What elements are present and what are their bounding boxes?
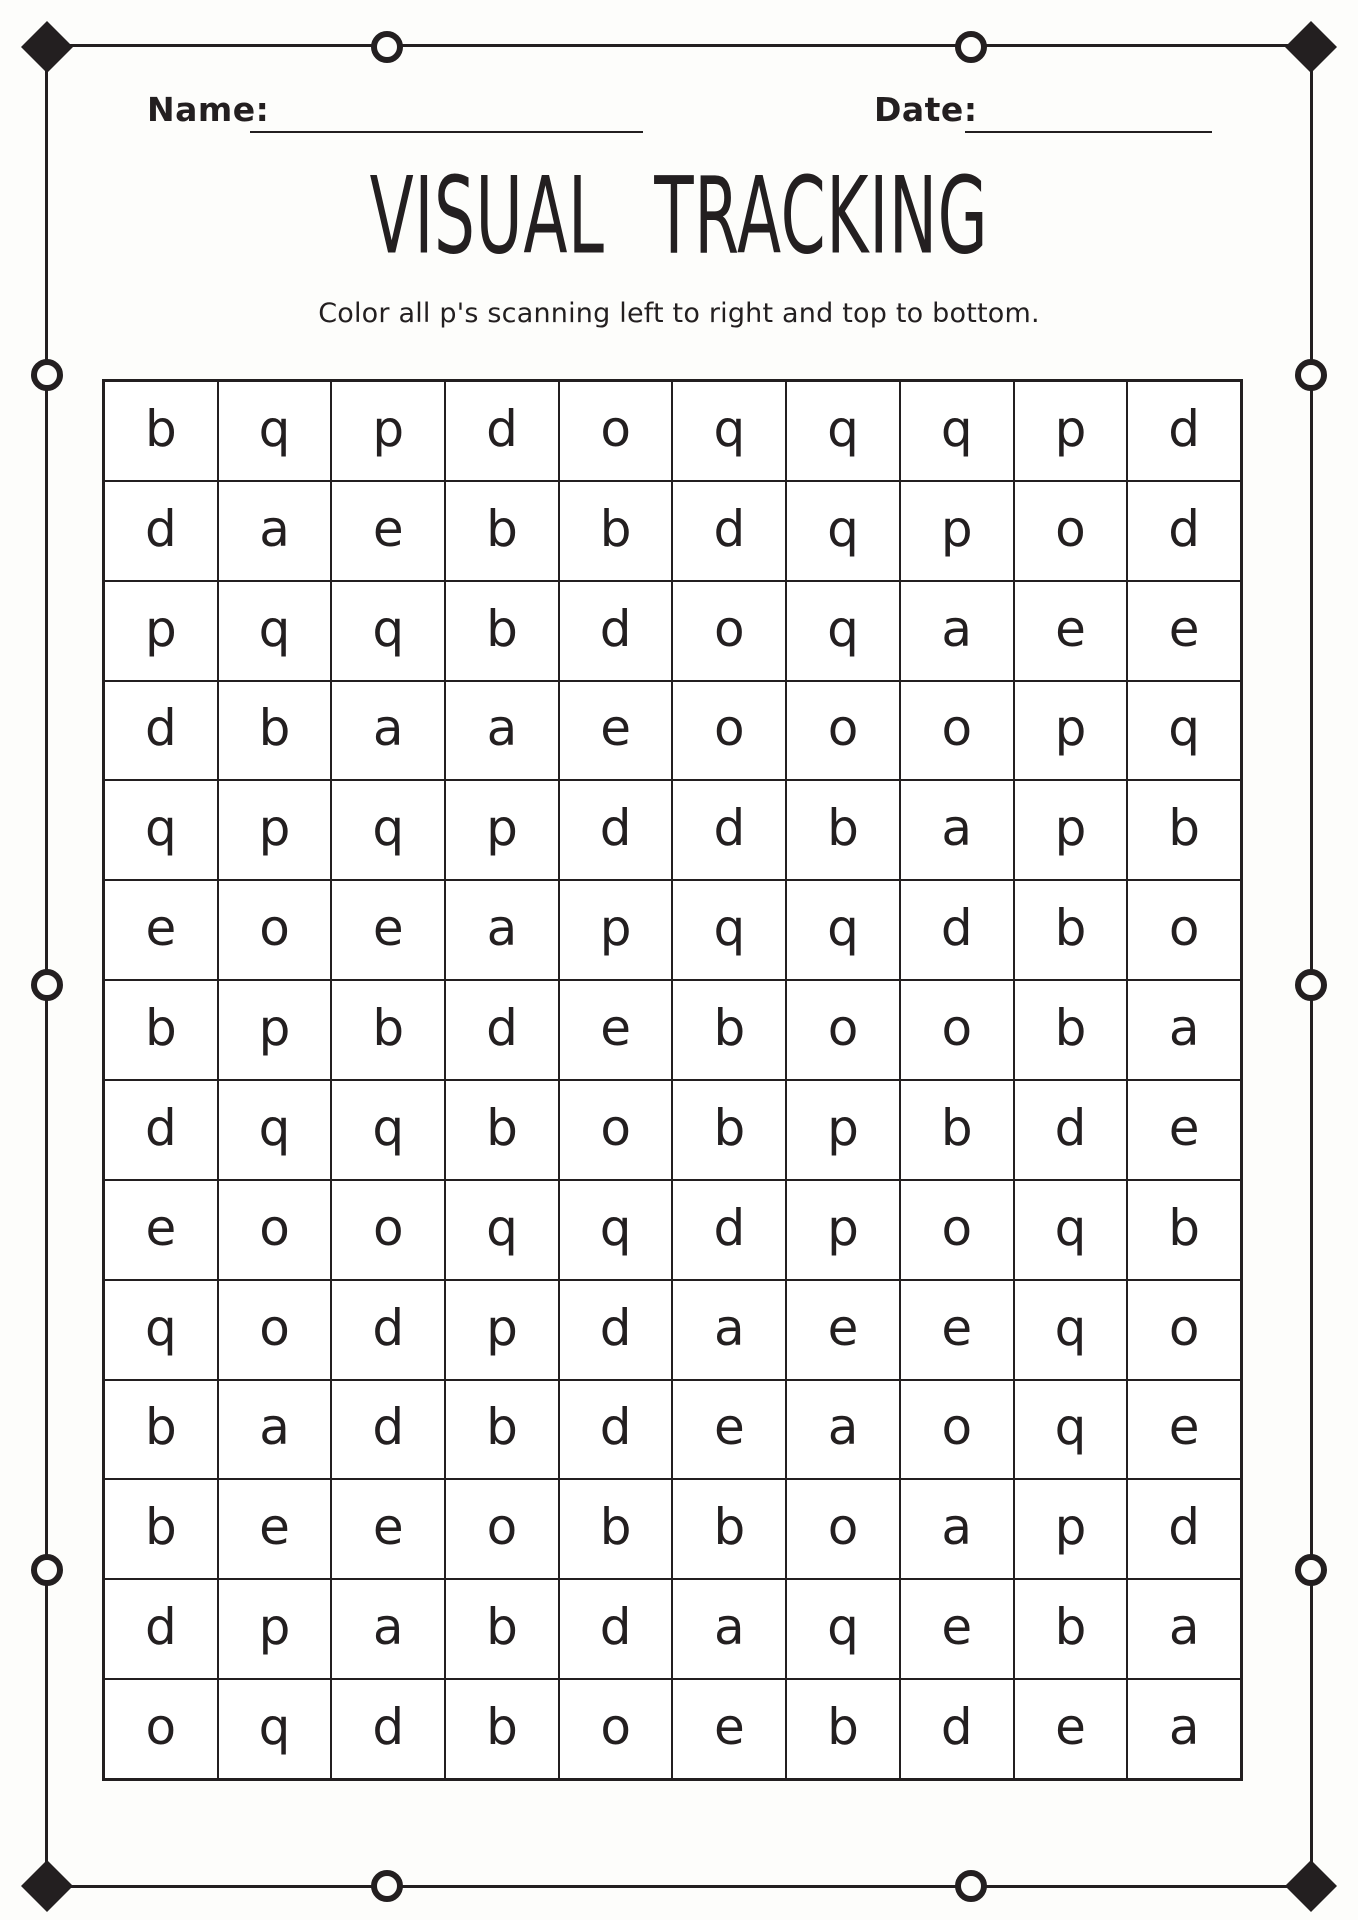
grid-cell[interactable]: b xyxy=(900,1080,1014,1180)
grid-cell[interactable]: e xyxy=(104,1180,218,1280)
grid-cell[interactable]: a xyxy=(900,581,1014,681)
grid-cell[interactable]: o xyxy=(900,1380,1014,1480)
grid-cell[interactable]: o xyxy=(672,581,786,681)
grid-cell[interactable]: p xyxy=(1014,780,1128,880)
grid-cell[interactable]: a xyxy=(900,780,1014,880)
grid-cell[interactable]: q xyxy=(786,481,900,581)
grid-cell[interactable]: q xyxy=(559,1180,673,1280)
grid-cell[interactable]: o xyxy=(900,1180,1014,1280)
grid-cell[interactable]: b xyxy=(1127,1180,1241,1280)
grid-cell[interactable]: o xyxy=(218,1280,332,1380)
grid-cell[interactable]: p xyxy=(559,880,673,980)
grid-cell[interactable]: e xyxy=(900,1579,1014,1679)
ring-icon xyxy=(371,31,403,63)
grid-cell[interactable]: p xyxy=(218,980,332,1080)
letter-grid xyxy=(102,379,1243,1781)
grid-cell[interactable]: q xyxy=(218,381,332,481)
date-fill-line[interactable] xyxy=(965,131,1212,133)
grid-cell[interactable]: a xyxy=(331,681,445,781)
grid-cell[interactable]: d xyxy=(1127,381,1241,481)
grid-cell[interactable]: q xyxy=(786,381,900,481)
grid-cell[interactable]: e xyxy=(1127,581,1241,681)
name-label: Name: xyxy=(147,90,270,129)
grid-cell[interactable]: b xyxy=(445,1380,559,1480)
grid-cell[interactable]: d xyxy=(559,1380,673,1480)
grid-cell[interactable]: d xyxy=(104,1579,218,1679)
grid-cell[interactable]: o xyxy=(786,681,900,781)
grid-cell[interactable]: a xyxy=(331,1579,445,1679)
grid-cell[interactable]: a xyxy=(672,1280,786,1380)
grid-cell[interactable]: d xyxy=(672,481,786,581)
grid-cell[interactable]: o xyxy=(786,1479,900,1579)
grid-cell[interactable]: e xyxy=(559,980,673,1080)
grid-cell[interactable]: b xyxy=(104,381,218,481)
grid-cell[interactable]: q xyxy=(331,1080,445,1180)
grid-cell[interactable]: p xyxy=(786,1180,900,1280)
grid-cell[interactable]: a xyxy=(1127,1679,1241,1779)
grid-cell[interactable]: b xyxy=(104,980,218,1080)
grid-cell[interactable]: e xyxy=(218,1479,332,1579)
grid-cell[interactable]: o xyxy=(218,1180,332,1280)
grid-cell[interactable]: b xyxy=(104,1380,218,1480)
grid-cell[interactable]: a xyxy=(1127,980,1241,1080)
grid-cell[interactable]: b xyxy=(1014,880,1128,980)
grid-cell[interactable]: p xyxy=(445,780,559,880)
grid-cell[interactable]: q xyxy=(1014,1380,1128,1480)
grid-cell[interactable]: d xyxy=(445,381,559,481)
grid-cell[interactable]: q xyxy=(786,880,900,980)
grid-cell[interactable]: q xyxy=(1014,1280,1128,1380)
grid-cell[interactable]: d xyxy=(104,1080,218,1180)
ring-icon xyxy=(1295,359,1327,391)
grid-cell[interactable]: a xyxy=(445,880,559,980)
grid-cell[interactable]: d xyxy=(331,1380,445,1480)
grid-cell[interactable]: a xyxy=(1127,1579,1241,1679)
grid-cell[interactable]: d xyxy=(1014,1080,1128,1180)
grid-cell[interactable]: p xyxy=(1014,381,1128,481)
grid-cell[interactable]: q xyxy=(672,381,786,481)
grid-cell[interactable]: q xyxy=(1014,1180,1128,1280)
grid-cell[interactable]: b xyxy=(559,481,673,581)
grid-cell[interactable]: o xyxy=(1127,1280,1241,1380)
grid-cell[interactable]: o xyxy=(559,381,673,481)
grid-cell[interactable]: e xyxy=(331,880,445,980)
grid-cell[interactable]: b xyxy=(672,1080,786,1180)
grid-cell[interactable]: b xyxy=(786,1679,900,1779)
grid-cell[interactable]: o xyxy=(559,1679,673,1779)
grid-cell[interactable]: b xyxy=(331,980,445,1080)
grid-cell[interactable]: b xyxy=(786,780,900,880)
grid-cell[interactable]: d xyxy=(559,780,673,880)
grid-cell[interactable]: a xyxy=(786,1380,900,1480)
grid-cell[interactable]: q xyxy=(786,1579,900,1679)
name-fill-line[interactable] xyxy=(250,131,643,133)
grid-cell[interactable]: o xyxy=(672,681,786,781)
grid-cell[interactable]: o xyxy=(1127,880,1241,980)
ring-icon xyxy=(31,359,63,391)
grid-cell[interactable]: q xyxy=(331,780,445,880)
grid-cell[interactable]: p xyxy=(900,481,1014,581)
grid-cell[interactable]: b xyxy=(1127,780,1241,880)
grid-cell[interactable]: e xyxy=(1127,1380,1241,1480)
grid-cell[interactable]: d xyxy=(1127,1479,1241,1579)
grid-cell[interactable]: q xyxy=(104,780,218,880)
grid-cell[interactable]: d xyxy=(331,1679,445,1779)
grid-cell[interactable]: b xyxy=(218,681,332,781)
grid-cell[interactable]: d xyxy=(900,880,1014,980)
grid-cell[interactable]: a xyxy=(672,1579,786,1679)
grid-cell[interactable]: d xyxy=(331,1280,445,1380)
grid-cell[interactable]: d xyxy=(900,1679,1014,1779)
grid-cell[interactable]: e xyxy=(672,1679,786,1779)
ring-icon xyxy=(955,1870,987,1902)
grid-cell[interactable]: d xyxy=(104,681,218,781)
ring-icon xyxy=(31,1554,63,1586)
page-title: VISUAL TRACKING xyxy=(369,153,989,279)
grid-cell[interactable]: q xyxy=(104,1280,218,1380)
grid-cell[interactable]: d xyxy=(445,980,559,1080)
grid-cell[interactable]: q xyxy=(218,581,332,681)
grid-cell[interactable]: b xyxy=(445,481,559,581)
grid-cell[interactable]: d xyxy=(104,481,218,581)
grid-cell[interactable]: o xyxy=(445,1479,559,1579)
grid-cell[interactable]: p xyxy=(104,581,218,681)
grid-cell[interactable]: e xyxy=(1014,1679,1128,1779)
grid-cell[interactable]: d xyxy=(672,1180,786,1280)
grid-cell[interactable]: b xyxy=(1014,1579,1128,1679)
grid-cell[interactable]: a xyxy=(218,481,332,581)
grid-cell[interactable]: o xyxy=(218,880,332,980)
grid-cell[interactable]: e xyxy=(331,1479,445,1579)
grid-cell[interactable]: o xyxy=(104,1679,218,1779)
grid-cell[interactable]: a xyxy=(445,681,559,781)
grid-cell[interactable]: o xyxy=(1014,481,1128,581)
grid-cell[interactable]: q xyxy=(672,880,786,980)
grid-cell[interactable]: p xyxy=(1014,1479,1128,1579)
grid-cell[interactable]: e xyxy=(331,481,445,581)
ring-icon xyxy=(1295,969,1327,1001)
grid-cell[interactable]: a xyxy=(218,1380,332,1480)
grid-cell[interactable]: q xyxy=(331,581,445,681)
grid-cell[interactable]: q xyxy=(786,581,900,681)
grid-cell[interactable]: d xyxy=(672,780,786,880)
grid-cell[interactable]: d xyxy=(559,581,673,681)
grid-cell[interactable]: d xyxy=(559,1579,673,1679)
grid-cell[interactable]: b xyxy=(104,1479,218,1579)
grid-cell[interactable]: b xyxy=(445,1579,559,1679)
grid-cell[interactable]: q xyxy=(218,1080,332,1180)
ring-icon xyxy=(1295,1554,1327,1586)
grid-cell[interactable]: p xyxy=(445,1280,559,1380)
grid-cell[interactable]: e xyxy=(104,880,218,980)
grid-cell[interactable]: o xyxy=(786,980,900,1080)
grid-cell[interactable]: p xyxy=(218,780,332,880)
grid-cell[interactable]: o xyxy=(331,1180,445,1280)
grid-cell[interactable]: b xyxy=(1014,980,1128,1080)
grid-cell[interactable]: e xyxy=(559,681,673,781)
grid-cell[interactable]: o xyxy=(900,980,1014,1080)
grid-cell[interactable]: b xyxy=(445,1679,559,1779)
ring-icon xyxy=(955,31,987,63)
grid-cell[interactable]: q xyxy=(1127,681,1241,781)
grid-cell[interactable]: p xyxy=(786,1080,900,1180)
grid-cell[interactable]: e xyxy=(1014,581,1128,681)
grid-cell[interactable]: p xyxy=(218,1579,332,1679)
grid-cell[interactable]: d xyxy=(559,1280,673,1380)
grid-cell[interactable]: b xyxy=(672,980,786,1080)
grid-cell[interactable]: q xyxy=(218,1679,332,1779)
ring-icon xyxy=(31,969,63,1001)
ring-icon xyxy=(371,1870,403,1902)
grid-cell[interactable]: b xyxy=(445,581,559,681)
grid-cell[interactable]: q xyxy=(900,381,1014,481)
grid-cell[interactable]: e xyxy=(1127,1080,1241,1180)
grid-cell[interactable]: d xyxy=(1127,481,1241,581)
grid-cell[interactable]: b xyxy=(445,1080,559,1180)
grid-cell[interactable]: e xyxy=(672,1380,786,1480)
grid-cell[interactable]: e xyxy=(786,1280,900,1380)
grid-cell[interactable]: b xyxy=(559,1479,673,1579)
grid-cell[interactable]: a xyxy=(900,1479,1014,1579)
grid-cell[interactable]: p xyxy=(1014,681,1128,781)
grid-cell[interactable]: p xyxy=(331,381,445,481)
grid-cell[interactable]: e xyxy=(900,1280,1014,1380)
instruction-text: Color all p's scanning left to right and top to bottom. xyxy=(318,298,1040,329)
grid-cell[interactable]: b xyxy=(672,1479,786,1579)
grid-cell[interactable]: o xyxy=(559,1080,673,1180)
date-label: Date: xyxy=(874,90,978,129)
grid-cell[interactable]: q xyxy=(445,1180,559,1280)
grid-cell[interactable]: o xyxy=(900,681,1014,781)
